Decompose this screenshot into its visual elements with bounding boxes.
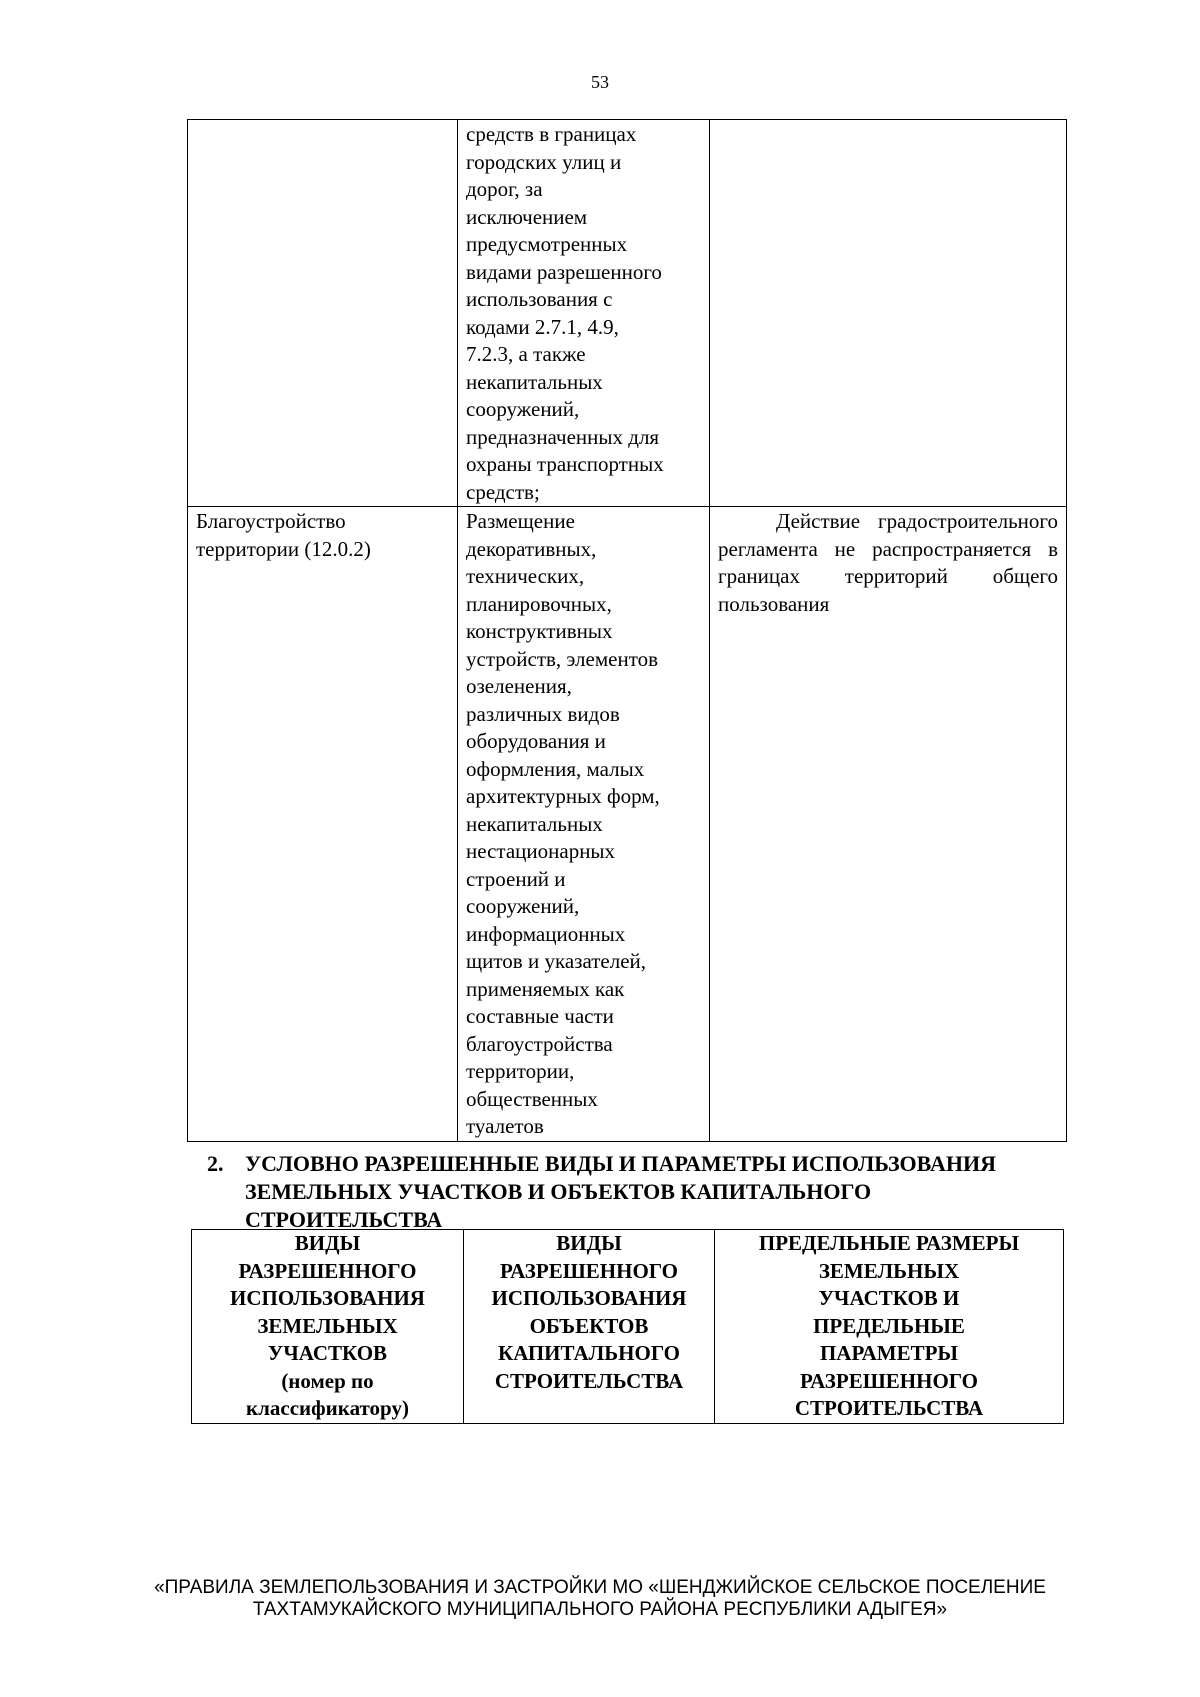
table-cell-land-use-type [188, 120, 458, 507]
text-line: ВИДЫ [294, 1231, 361, 1255]
text-line: классификатору) [246, 1396, 409, 1420]
text-line: исключением [466, 204, 588, 229]
table-cell-parameters: Действие градостроительного регламента не распространяется в границах территорий общего пользования [710, 507, 1067, 1142]
table-row [188, 507, 1067, 1142]
text-line: предназначенных для [466, 424, 660, 449]
table-row [188, 120, 1067, 507]
text-line: ЗЕМЕЛЬНЫХ [818, 1258, 960, 1283]
text-line: СТРОИТЕЛЬСТВА [794, 1396, 984, 1420]
text-line: УЧАСТКОВ И [818, 1286, 960, 1310]
text-line: планировочных, [466, 591, 612, 616]
text-line: ЗЕМЕЛЬНЫХ [257, 1313, 398, 1338]
text-line: сооружений, [466, 894, 580, 918]
page-number: 53 [591, 72, 609, 92]
text-line: конструктивных [466, 619, 613, 643]
text-line: некапитальных [466, 369, 603, 394]
text-line: ИСПОЛЬЗОВАНИЯ [491, 1286, 687, 1310]
text-line: ИСПОЛЬЗОВАНИЯ [230, 1286, 425, 1310]
text-line: технических, [466, 564, 585, 588]
table-cell-parameters [710, 120, 1067, 507]
text-line: городских улиц и [466, 149, 622, 174]
text-line: декоративных, [466, 536, 597, 561]
text-line: СТРОИТЕЛЬСТВА [245, 1207, 443, 1232]
text-line: кодами 2.7.1, 4.9, [466, 314, 619, 339]
table-cell-description [458, 120, 710, 507]
text-line: оборудования и [466, 729, 606, 753]
text-line: территории, [466, 1059, 575, 1083]
text-line: Размещение [466, 509, 575, 533]
text-line: использования с [466, 287, 613, 311]
text-line: ПАРАМЕТРЫ [819, 1341, 959, 1365]
text-line: видами разрешенного [466, 259, 662, 284]
text-line: нестационарных [466, 839, 616, 863]
text-line: ПРЕДЕЛЬНЫЕ [813, 1313, 965, 1338]
column-header-limit-parameters [715, 1230, 1064, 1424]
text-line: СТРОИТЕЛЬСТВА [494, 1368, 684, 1393]
document-footer [0, 1577, 1200, 1621]
text-line: архитектурных форм, [466, 784, 660, 808]
text-line: благоустройства [466, 1031, 613, 1056]
text-line: РАЗРЕШЕННОГО [800, 1368, 978, 1393]
text-line: КАПИТАЛЬНОГО [497, 1341, 681, 1365]
table-cell-description [458, 507, 710, 1142]
text-line: щитов и указателей, [466, 949, 647, 973]
text-line: устройств, элементов [466, 646, 659, 671]
text-line: средств; [466, 479, 540, 504]
section-title [245, 1150, 1087, 1234]
section-number: 2. [207, 1151, 224, 1176]
table-cell-land-use-type [188, 507, 458, 1142]
column-header-capital-construction [464, 1230, 715, 1424]
table-header-row [192, 1230, 1064, 1424]
text-line: РАЗРЕШЕННОГО [500, 1258, 678, 1283]
text-line: озеленения, [466, 674, 572, 698]
text-line: информационных [466, 921, 626, 946]
text-line: Благоустройство [196, 509, 346, 533]
text-line: ЗЕМЕЛЬНЫХ УЧАСТКОВ И ОБЪЕКТОВ КАПИТАЛЬНОГО [245, 1179, 872, 1204]
text-line: применяемых как [466, 976, 625, 1001]
footer-line: «ПРАВИЛА ЗЕМЛЕПОЛЬЗОВАНИЯ И ЗАСТРОЙКИ МО «ШЕНДЖИЙСКОЕ СЕЛЬСКОЕ ПОСЕЛЕНИЕ [154, 1577, 1046, 1598]
text-line: ВИДЫ [556, 1231, 622, 1255]
text-line: территории (12.0.2) [196, 536, 371, 561]
text-line: составные части [466, 1004, 614, 1028]
text-line: оформления, малых [466, 756, 645, 781]
text-line: (номер по [281, 1368, 374, 1393]
text-line: УЧАСТКОВ [267, 1341, 388, 1365]
text-line: сооружений, [466, 397, 580, 421]
text-line: некапитальных [466, 811, 603, 836]
text-line: средств в границах [466, 122, 637, 146]
text-line: общественных [466, 1086, 598, 1111]
text-line: 7.2.3, а также [466, 342, 586, 366]
text-line: туалетов [466, 1114, 544, 1138]
text-line: дорог, за [466, 177, 543, 201]
text-line: охраны транспортных [466, 452, 664, 476]
text-line: предусмотренных [466, 232, 628, 256]
regulations-table-continued [187, 119, 1067, 1142]
text-line: различных видов [466, 701, 620, 726]
text-line: УСЛОВНО РАЗРЕШЕННЫЕ ВИДЫ И ПАРАМЕТРЫ ИСПОЛЬЗОВАНИЯ [245, 1151, 996, 1176]
column-header-land-use [192, 1230, 464, 1424]
text-line: строений и [466, 866, 566, 891]
conditional-uses-table [191, 1229, 1064, 1424]
text-line: ОБЪЕКТОВ [529, 1313, 649, 1338]
text-line: ПРЕДЕЛЬНЫЕ РАЗМЕРЫ [758, 1231, 1020, 1255]
text-line: РАЗРЕШЕННОГО [238, 1258, 417, 1283]
footer-line: ТАХТАМУКАЙСКОГО МУНИЦИПАЛЬНОГО РАЙОНА РЕСПУБЛИКИ АДЫГЕЯ» [252, 1599, 948, 1620]
